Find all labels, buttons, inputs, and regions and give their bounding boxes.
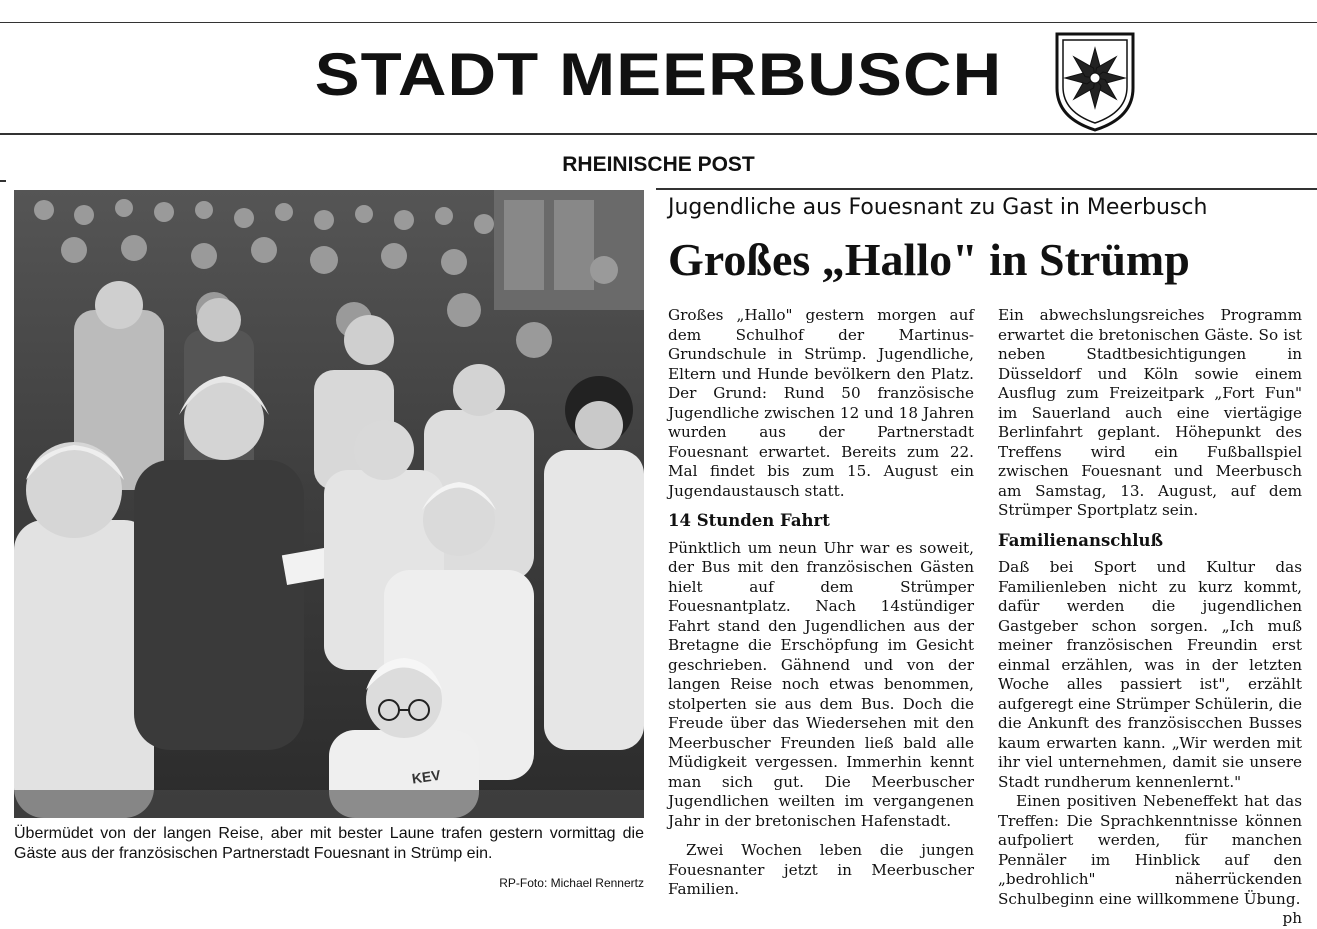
col2-body: Daß bei Sport und Kultur das Familienleben nicht zu kurz kommt, dafür werden die jugendlichen Gastgeber schon sorgen. „Ich muß meiner französischen Freundin erst einmal erzählen, was in der letzten Woche alles passiert ist", erzählt aufgeregt eine Strümper Schülerin, die die Ankunft des französiscchen Busses kaum erwarten kann. „Wir werden mit ihr viel unternehmen, damit sie unsere Stadt rundherum kennenlernt." — [998, 558, 1302, 791]
col1-intro: Großes „Hallo" gestern morgen auf dem Schulhof der Martinus-Grundschule in Strümp. Jugendliche, Eltern und Hunde bevölkern den Platz. Der Grund: Rund 50 französische Jugendliche zwischen 12 und 18 Jahren wurden aus der Partnerstadt Fouesnant erwartet. Bereits zum 22. Mal findet bis zum 15. August ein Jugendaustausch statt. — [668, 306, 974, 500]
city-crest-logo — [1052, 30, 1138, 134]
col1-subhead: 14 Stunden Fahrt — [668, 511, 830, 530]
article-column-2 — [998, 306, 1302, 929]
article-column-1 — [668, 306, 974, 900]
crowd-photo — [14, 190, 644, 818]
article-kicker: Jugendliche aus Fouesnant zu Gast in Meerbusch — [668, 195, 1208, 220]
masthead-title: STADT MEERBUSCH — [314, 41, 1003, 108]
top-rule — [0, 22, 1317, 23]
left-edge-mark — [0, 180, 6, 182]
section-rule — [656, 188, 1317, 190]
col2-tail: Einen positiven Nebeneffekt hat das Treffen: Die Sprachkenntnisse können aufpoliert werden, für manchen Pennäler im Hinblick auf den „bedrohlich" näherrückenden Schulbeginn eine willkommene Übung. — [998, 792, 1302, 908]
col1-body: Pünktlich um neun Uhr war es soweit, der Bus mit den französischen Gästen hielt auf dem Strümper Fouesnantplatz. Nach 14stündiger Fahrt stand den Jugendlichen aus der Bretagne die Erschöpfung im Gesicht geschrieben. Gähnend und von der langen Reise noch etwas benommen, stolperten sie aus dem Bus. Doch die Freude über das Wiedersehen mit den Meerbuscher Freunden ließ bald alle Müdigkeit vergessen. Immerhin kennt man sich gut. Die Meerbuscher Jugendlichen weilten im vergangenen Jahr in der bretonischen Hafenstadt. — [668, 538, 974, 830]
photo-credit: RP-Foto: Michael Rennertz — [499, 876, 644, 890]
shirt-lettering: KEV — [410, 766, 442, 787]
photo-caption: Übermüdet von der langen Reise, aber mit bester Laune trafen gestern vormittag die Gäste aus der französischen Partnerstadt Fouesnant in Strümp ein. — [14, 825, 644, 862]
col2-intro: Ein abwechslungsreiches Programm erwartet die bretonischen Gäste. So ist neben Stadtbesichtigungen in Düsseldorf und Köln sowie einem Ausflug zum Freizeitpark „Fort Fun" im Sauerland auch eine viertägige Berlinfahrt geplant. Höhepunkt des Treffens wird ein Fußballspiel zwischen Fouesnant und Meerbusch am Samstag, 13. August, auf dem Strümper Sportplatz sein. — [998, 306, 1302, 519]
col2-subhead: Familienanschluß — [998, 530, 1164, 550]
author-signature: ph — [1282, 909, 1302, 927]
newspaper-name: RHEINISCHE POST — [562, 153, 755, 176]
article-headline: Großes „Hallo" in Strümp — [668, 234, 1190, 285]
col1-tail: Zwei Wochen leben die jungen Fouesnanter jetzt in Meerbuscher Familien. — [668, 841, 974, 898]
